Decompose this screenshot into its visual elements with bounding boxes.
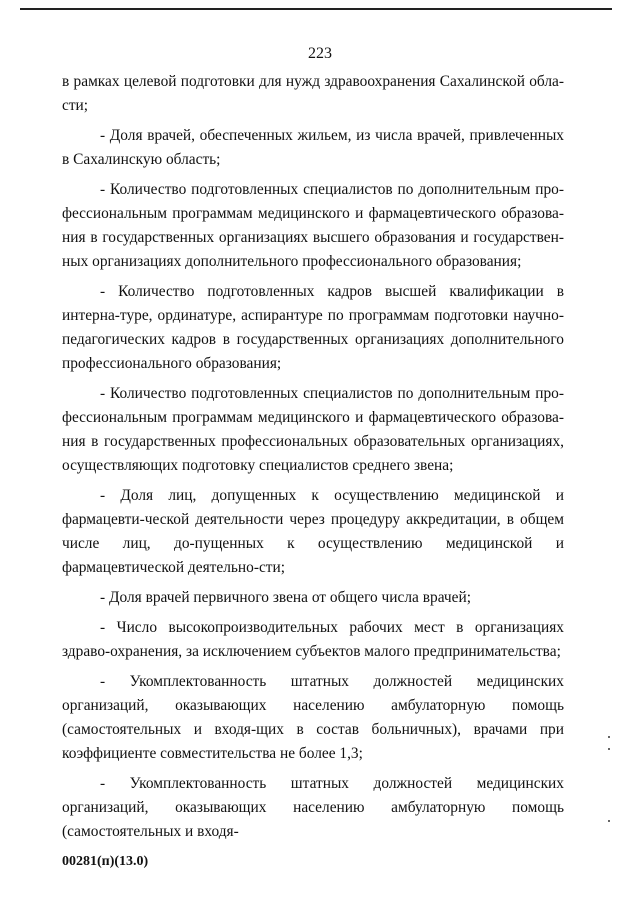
scan-speck (608, 820, 610, 822)
list-item: - Доля врачей первичного звена от общего числа врачей; (100, 589, 471, 606)
paragraph-continuation: в рамках целевой подготовки для нужд здравоохранения Сахалинской обла-сти; (62, 73, 564, 114)
page-number: 223 (308, 45, 332, 62)
document-body (62, 70, 564, 850)
list-item: - Укомплектованность штатных должностей медицинских организаций, оказывающих населению амбулаторную помощь (самостоятельных и входя-щих в состав больничных), врачами при коэффициенте совместительства не более 1,3; (62, 673, 564, 762)
top-rule (20, 8, 612, 10)
document-code: 00281(п)(13.0) (62, 854, 149, 869)
scan-speck (608, 748, 610, 750)
list-item: - Количество подготовленных кадров высшей квалификации в интерна-туре, ординатуре, аспирантуре по программам подготовки научно-педагогических кадров в государственных организациях дополнительного профессионального образования; (62, 283, 564, 372)
list-item: - Количество подготовленных специалистов по дополнительным про-фессиональным программам медицинского и фармацевтического образова-ния в государственных организациях высшего образования и государствен-ных организациях дополнительного профессионального образования; (62, 181, 564, 270)
list-item: - Доля врачей, обеспеченных жильем, из числа врачей, привлеченных в Сахалинскую область; (62, 127, 564, 168)
list-item: - Доля лиц, допущенных к осуществлению медицинской и фармацевти-ческой деятельности через процедуру аккредитации, в общем числе лиц, до-пущенных к осуществлению медицинской и фармацевтической деятельно-сти; (62, 487, 564, 576)
list-item: - Количество подготовленных специалистов по дополнительным про-фессиональным программам медицинского и фармацевтического образова-ния в государственных профессиональных образовательных организациях, осуществляющих подготовку специалистов среднего звена; (62, 385, 564, 474)
scan-speck (608, 736, 610, 738)
list-item: - Укомплектованность штатных должностей медицинских организаций, оказывающих населению амбулаторную помощь (самостоятельных и входя- (62, 775, 564, 840)
list-item: - Число высокопроизводительных рабочих мест в организациях здраво-охранения, за исключением субъектов малого предпринимательства; (62, 619, 564, 660)
